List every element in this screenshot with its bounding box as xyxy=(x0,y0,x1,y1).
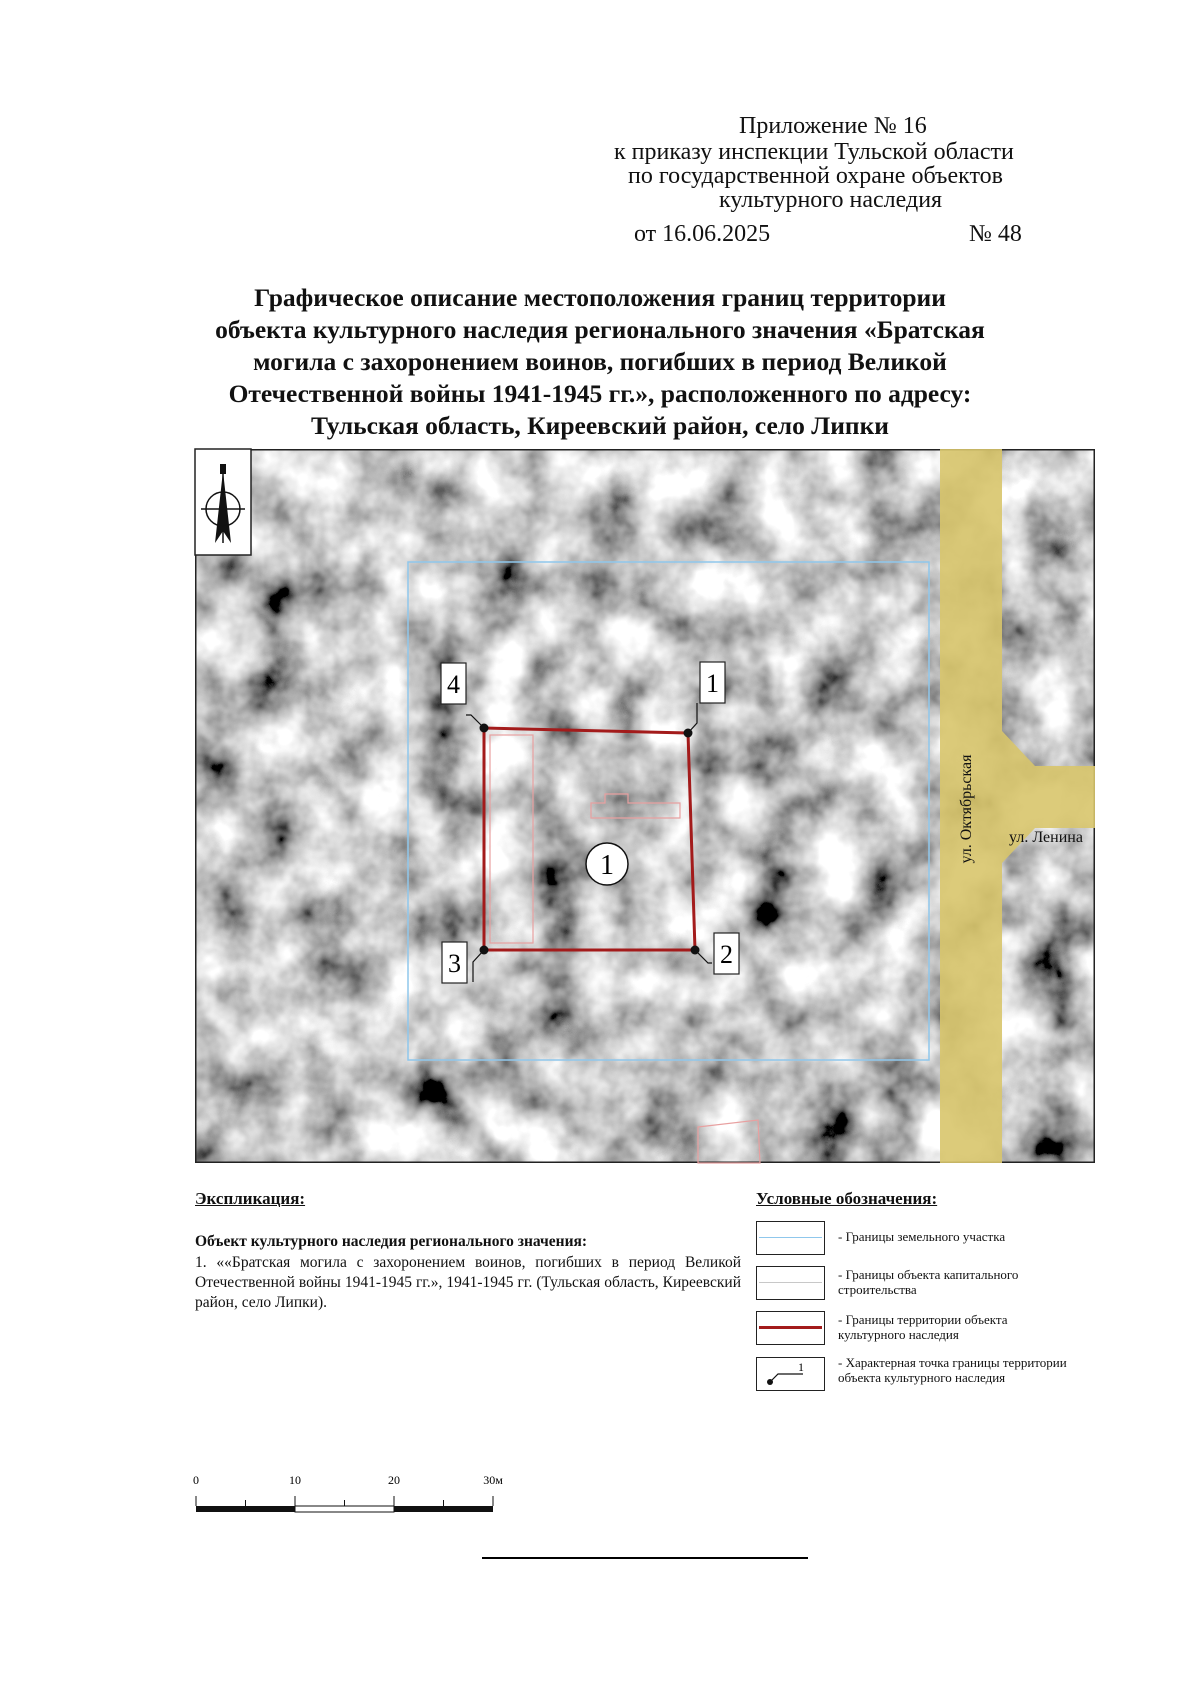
title-line: Отечественной войны 1941-1945 гг.», расположенного по адресу: xyxy=(228,379,972,408)
street-label-lenina: ул. Ленина xyxy=(1009,829,1083,846)
scale-bar xyxy=(190,1470,503,1530)
title-line: могила с захоронением воинов, погибших в период Великой xyxy=(253,347,947,376)
scale-tick-label: 20 xyxy=(388,1473,400,1487)
legend-point-label: 1 xyxy=(798,1360,804,1374)
north-arrow-icon xyxy=(195,449,251,555)
annex-number: № 48 xyxy=(969,221,1022,247)
annex-title: Приложение № 16 xyxy=(739,113,927,139)
scale-segment xyxy=(196,1506,295,1512)
point-label: 4 xyxy=(447,670,460,699)
title-line: Графическое описание местоположения границ территории xyxy=(254,283,946,312)
legend-symbol-heritage-territory xyxy=(756,1311,825,1345)
scale-tick-label: 10 xyxy=(289,1473,301,1487)
point-label: 2 xyxy=(720,940,733,969)
annex-date: от 16.06.2025 xyxy=(634,221,771,247)
scale-ticks xyxy=(196,1496,493,1506)
scale-tick-label: 0 xyxy=(193,1473,199,1487)
legend-symbol-building xyxy=(756,1266,825,1300)
annex-line-1: к приказу инспекции Тульской области xyxy=(614,139,1014,165)
explication-text: 1. ««Братская могила с захоронением воинов, погибших в период Великой Отечественной войны 1941-1945 гг.», 1941-1945 гг. (Тульская область, Киреевский район, село Липки). xyxy=(195,1254,741,1311)
legend-symbol-point xyxy=(756,1357,825,1391)
point-label: 3 xyxy=(448,949,461,978)
point-callout-icon xyxy=(757,1358,823,1389)
title-line: объекта культурного наследия регионального значения «Братская xyxy=(215,315,985,344)
annex-line-2: по государственной охране объектов xyxy=(628,163,1003,189)
legend-symbol-land-plot xyxy=(756,1221,825,1255)
explication-heading: Экспликация: xyxy=(195,1189,306,1208)
legend-label-heritage-territory: - Границы территории объекта культурного наследия xyxy=(838,1312,1008,1342)
legend-label-point: - Характерная точка границы территории объекта культурного наследия xyxy=(838,1355,1067,1385)
scale-segment xyxy=(394,1506,493,1512)
object-marker xyxy=(586,843,628,885)
point-label: 1 xyxy=(706,669,719,698)
footer-rule xyxy=(482,1557,808,1559)
object-marker-label: 1 xyxy=(600,850,614,881)
legend-label-building: - Границы объекта капитального строительства xyxy=(838,1267,1019,1297)
annex-line-3: культурного наследия xyxy=(719,187,943,213)
title-line: Тульская область, Киреевский район, село Липки xyxy=(310,411,889,440)
explication-subheading: Объект культурного наследия регионального значения: xyxy=(195,1233,588,1250)
legend-heading: Условные обозначения: xyxy=(756,1189,938,1208)
scale-segment xyxy=(295,1506,394,1512)
document-title xyxy=(140,282,1060,442)
scale-tick-label: 30м xyxy=(483,1473,503,1487)
legend-label-land-plot: - Границы земельного участка xyxy=(838,1229,1006,1244)
street-label-oktyabrskaya: ул. Октябрьская xyxy=(958,754,975,864)
map-image xyxy=(195,449,1095,1163)
